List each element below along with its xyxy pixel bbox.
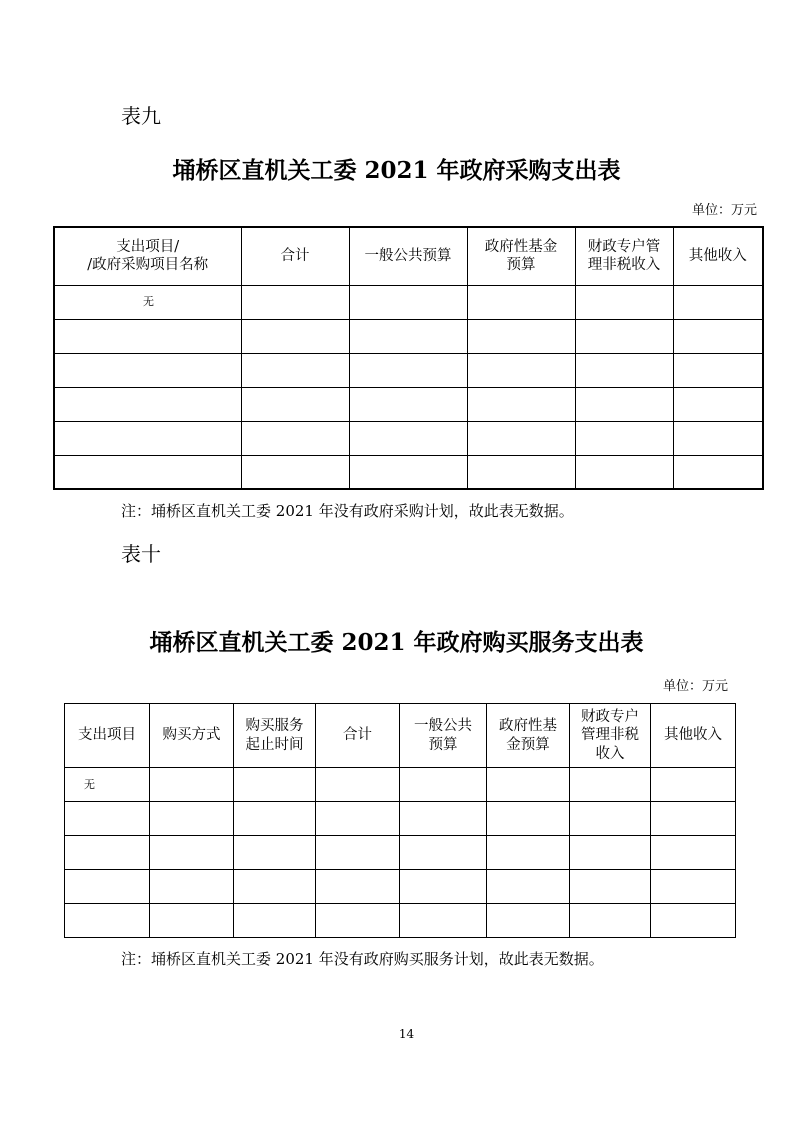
- table-cell: [241, 387, 349, 421]
- table-cell: [241, 319, 349, 353]
- table-cell: [575, 353, 673, 387]
- table-cell: [651, 768, 736, 802]
- table-cell: [400, 836, 487, 870]
- table-cell: [467, 387, 575, 421]
- table9-note: 注：埇桥区直机关工委 2021 年没有政府采购计划，故此表无数据。: [121, 502, 574, 520]
- table-cell: [241, 421, 349, 455]
- table-cell: [150, 768, 234, 802]
- table-cell: [349, 353, 467, 387]
- table-row: [65, 904, 736, 938]
- page-number: 14: [398, 1027, 415, 1041]
- table9-label: 表九: [121, 104, 161, 128]
- table-row: [54, 455, 763, 489]
- table-cell: [234, 802, 316, 836]
- table-cell: [150, 836, 234, 870]
- table-cell: [570, 870, 651, 904]
- table-cell: [467, 353, 575, 387]
- table-cell: [400, 870, 487, 904]
- table-cell: [575, 285, 673, 319]
- table10-title: 埇桥区直机关工委 2021 年政府购买服务支出表: [149, 629, 644, 656]
- table-cell: [673, 455, 763, 489]
- table-row: [54, 319, 763, 353]
- table-cell: [234, 768, 316, 802]
- table-cell: [575, 421, 673, 455]
- table9-unit: 单位：万元: [692, 203, 758, 218]
- table-cell: [673, 319, 763, 353]
- table-cell: [467, 421, 575, 455]
- table-cell: [234, 904, 316, 938]
- table10-header-service-period: 购买服务 起止时间: [234, 704, 316, 768]
- table-row: [65, 836, 736, 870]
- table-cell: [349, 387, 467, 421]
- table-cell: [349, 421, 467, 455]
- table-cell: [316, 802, 400, 836]
- table-cell: [467, 285, 575, 319]
- table10-header-other-income: 其他收入: [651, 704, 736, 768]
- table10-header-item: 支出项目: [65, 704, 150, 768]
- table-cell: [400, 802, 487, 836]
- table-cell: [651, 870, 736, 904]
- table-row: [54, 387, 763, 421]
- table-cell: [487, 870, 570, 904]
- table-cell: [575, 319, 673, 353]
- table-cell: [673, 285, 763, 319]
- table-cell: [241, 455, 349, 489]
- table-row: [54, 285, 763, 319]
- table9-header-nontax-income: 财政专户管 理非税收入: [575, 227, 673, 285]
- table10-header-total: 合计: [316, 704, 400, 768]
- table-cell: [54, 319, 241, 353]
- table-row: [54, 421, 763, 455]
- table-cell: [65, 870, 150, 904]
- table-cell: [487, 802, 570, 836]
- table-cell: [349, 455, 467, 489]
- table-cell: [673, 353, 763, 387]
- table-cell: [575, 387, 673, 421]
- table-cell: [651, 802, 736, 836]
- table10: [64, 703, 736, 938]
- table-row: [65, 802, 736, 836]
- table-cell: [575, 455, 673, 489]
- table-cell: [54, 455, 241, 489]
- table9-title: 埇桥区直机关工委 2021 年政府采购支出表: [172, 157, 621, 184]
- table10-unit: 单位：万元: [663, 679, 729, 694]
- table-cell: [651, 836, 736, 870]
- table9-header-general-budget: 一般公共预算: [349, 227, 467, 285]
- table-cell: [316, 768, 400, 802]
- table10-header-purchase-method: 购买方式: [150, 704, 234, 768]
- table-cell: [467, 455, 575, 489]
- table-cell: [487, 904, 570, 938]
- table-cell: [234, 870, 316, 904]
- table10-header-general-budget: 一般公共 预算: [400, 704, 487, 768]
- table-cell: [487, 768, 570, 802]
- table9: [53, 226, 764, 490]
- table-cell: [54, 421, 241, 455]
- table-cell: [241, 285, 349, 319]
- table10-header-nontax-income: 财政专户 管理非税 收入: [570, 704, 651, 768]
- table-cell: [570, 904, 651, 938]
- table-cell: [673, 387, 763, 421]
- table-cell: [150, 904, 234, 938]
- table-cell: [349, 285, 467, 319]
- table-cell: [241, 353, 349, 387]
- table-row: [65, 870, 736, 904]
- table-cell: [316, 836, 400, 870]
- table-cell: [65, 904, 150, 938]
- table-cell: [400, 768, 487, 802]
- table10-header-row: [65, 704, 736, 768]
- table-cell: [234, 836, 316, 870]
- table9-header-other-income: 其他收入: [673, 227, 763, 285]
- table-cell: [570, 836, 651, 870]
- table9-header-total: 合计: [241, 227, 349, 285]
- table-row: [54, 353, 763, 387]
- table-cell: [54, 353, 241, 387]
- table-cell: [570, 802, 651, 836]
- table10-label: 表十: [121, 542, 161, 566]
- table-cell: [150, 802, 234, 836]
- table-cell: [673, 421, 763, 455]
- table-cell: [316, 870, 400, 904]
- table-cell: [487, 836, 570, 870]
- table10-first-cell: 无: [65, 768, 150, 802]
- table9-header-row: [54, 227, 763, 285]
- table9-header-item: 支出项目/ /政府采购项目名称: [54, 227, 241, 285]
- table-row: [65, 768, 736, 802]
- table-cell: [651, 904, 736, 938]
- table-cell: [150, 870, 234, 904]
- table-cell: [400, 904, 487, 938]
- table-cell: [467, 319, 575, 353]
- table10-header-fund-budget: 政府性基 金预算: [487, 704, 570, 768]
- table-cell: [54, 387, 241, 421]
- table-cell: [349, 319, 467, 353]
- table9-header-fund-budget: 政府性基金 预算: [467, 227, 575, 285]
- table-cell: [316, 904, 400, 938]
- table-cell: [65, 802, 150, 836]
- table-cell: [65, 836, 150, 870]
- table-cell: [570, 768, 651, 802]
- table9-first-cell: 无: [54, 285, 241, 319]
- table10-note: 注：埇桥区直机关工委 2021 年没有政府购买服务计划，故此表无数据。: [121, 950, 604, 968]
